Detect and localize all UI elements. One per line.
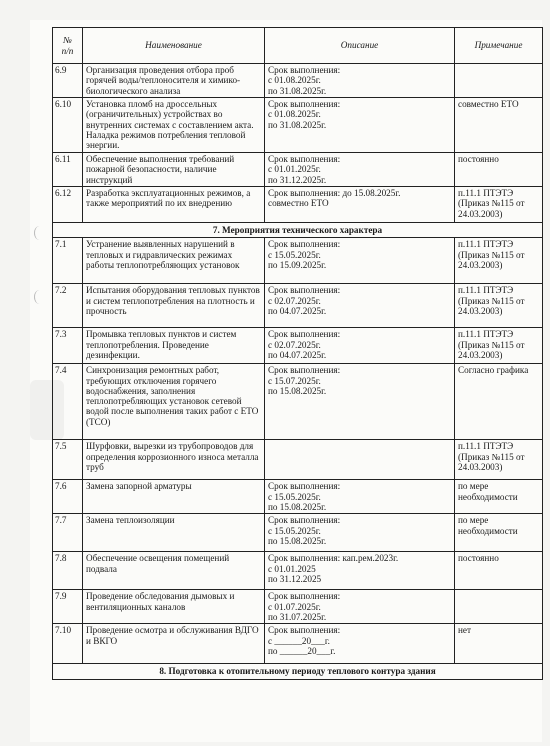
row-description: Срок выполнения: с 01.07.2025г. по 31.07.2025г. [265, 590, 455, 624]
row-note: постоянно [455, 153, 543, 187]
row-name: Промывка тепловых пунктов и систем теплопотребления. Проведение дезинфекции. [83, 328, 265, 364]
binder-hole [34, 226, 45, 240]
table-row [53, 440, 543, 480]
row-name: Синхронизация ремонтных работ, требующих отключения горячего водоснабжения, заполнения теплопотребляющих установок сетевой водой после выполнения таких работ с ЕТО (ТСО) [83, 364, 265, 440]
row-note [455, 64, 543, 98]
row-name: Испытания оборудования тепловых пунктов и систем теплопотребления на плотность и прочность [83, 284, 265, 328]
row-description: Срок выполнения: с 01.08.2025г. по 31.08.2025г. [265, 64, 455, 98]
row-note: п.11.1 ПТЭТЭ (Приказ №115 от 24.03.2003) [455, 187, 543, 223]
row-number: 6.12 [53, 187, 83, 223]
header-description: Описание [265, 28, 455, 64]
row-name: Обеспечение выполнения требований пожарной безопасности, наличие инструкций [83, 153, 265, 187]
row-number: 7.9 [53, 590, 83, 624]
row-name: Замена запорной арматуры [83, 480, 265, 514]
row-name: Организация проведения отбора проб горячей воды/теплоносителя и химико-биологического анализа [83, 64, 265, 98]
table-row [53, 64, 543, 98]
row-note: постоянно [455, 552, 543, 590]
row-note: по мере необходимости [455, 514, 543, 552]
table-row [53, 187, 543, 223]
row-number: 7.7 [53, 514, 83, 552]
binder-hole [34, 290, 45, 304]
row-note: п.11.1 ПТЭТЭ (Приказ №115 от 24.03.2003) [455, 328, 543, 364]
row-number: 7.2 [53, 284, 83, 328]
section-7-heading [53, 223, 543, 238]
row-note: п.11.1 ПТЭТЭ (Приказ №115 от 24.03.2003) [455, 238, 543, 284]
row-name: Обеспечение освещения помещений подвала [83, 552, 265, 590]
row-description: Срок выполнения: кап.рем.2023г. с 01.01.2025 по 31.12.2025 [265, 552, 455, 590]
table-row [53, 480, 543, 514]
row-number: 7.4 [53, 364, 83, 440]
table-row [53, 552, 543, 590]
row-description: Срок выполнения: с ______20___г. по ______20___г. [265, 624, 455, 664]
header-num: № п/п [53, 28, 83, 64]
row-number: 7.5 [53, 440, 83, 480]
plan-table [52, 27, 543, 680]
row-number: 7.8 [53, 552, 83, 590]
row-note: по мере необходимости [455, 480, 543, 514]
row-name: Установка пломб на дроссельных (ограничительных) устройствах во внутренних системах с составлением акта. Наладка режимов потребления тепловой энергии. [83, 98, 265, 153]
section-title: 7. Мероприятия технического характера [53, 223, 543, 238]
row-description: Срок выполнения: с 15.05.2025г. по 15.09.2025г. [265, 238, 455, 284]
row-note [455, 590, 543, 624]
table-header-row [53, 28, 543, 64]
row-description: Срок выполнения: с 01.01.2025г. по 31.12.2025г. [265, 153, 455, 187]
section-title: 8. Подготовка к отопительному периоду теплового контура здания [53, 664, 543, 679]
table-row [53, 238, 543, 284]
row-description: Срок выполнения: с 01.08.2025г. по 31.08.2025г. [265, 98, 455, 153]
table-row [53, 624, 543, 664]
row-number: 7.1 [53, 238, 83, 284]
row-number: 6.11 [53, 153, 83, 187]
table-row [53, 153, 543, 187]
row-description: Срок выполнения: с 02.07.2025г. по 04.07.2025г. [265, 284, 455, 328]
row-name: Проведение обследования дымовых и вентиляционных каналов [83, 590, 265, 624]
row-note: п.11.1 ПТЭТЭ (Приказ №115 от 24.03.2003) [455, 440, 543, 480]
row-number: 6.10 [53, 98, 83, 153]
row-name: Шурфовки, вырезки из трубопроводов для определения коррозионного износа металла труб [83, 440, 265, 480]
row-number: 6.9 [53, 64, 83, 98]
table-row [53, 514, 543, 552]
row-name: Замена теплоизоляции [83, 514, 265, 552]
row-note: п.11.1 ПТЭТЭ (Приказ №115 от 24.03.2003) [455, 284, 543, 328]
row-description: Срок выполнения: с 02.07.2025г. по 04.07.2025г. [265, 328, 455, 364]
row-description: Срок выполнения: с 15.05.2025г. по 15.08.2025г. [265, 514, 455, 552]
row-description: Срок выполнения: до 15.08.2025г. совместно ЕТО [265, 187, 455, 223]
row-note: совместно ЕТО [455, 98, 543, 153]
row-description: Срок выполнения: с 15.07.2025г. по 15.08.2025г. [265, 364, 455, 440]
row-name: Проведение осмотра и обслуживания ВДГО и ВКГО [83, 624, 265, 664]
row-number: 7.3 [53, 328, 83, 364]
table-row [53, 364, 543, 440]
row-number: 7.6 [53, 480, 83, 514]
row-note: Согласно графика [455, 364, 543, 440]
table-row [53, 590, 543, 624]
row-description [265, 440, 455, 480]
row-number: 7.10 [53, 624, 83, 664]
row-note: нет [455, 624, 543, 664]
row-name: Устранение выявленных нарушений в тепловых и гидравлических режимах работы теплопотребляющих установок [83, 238, 265, 284]
header-name: Наименование [83, 28, 265, 64]
row-description: Срок выполнения: с 15.05.2025г. по 15.08.2025г. [265, 480, 455, 514]
row-name: Разработка эксплуатационных режимов, а также мероприятий по их внедрению [83, 187, 265, 223]
section-8-heading [53, 664, 543, 679]
table-row [53, 98, 543, 153]
table-row [53, 328, 543, 364]
table-row [53, 284, 543, 328]
header-note: Примечание [455, 28, 543, 64]
